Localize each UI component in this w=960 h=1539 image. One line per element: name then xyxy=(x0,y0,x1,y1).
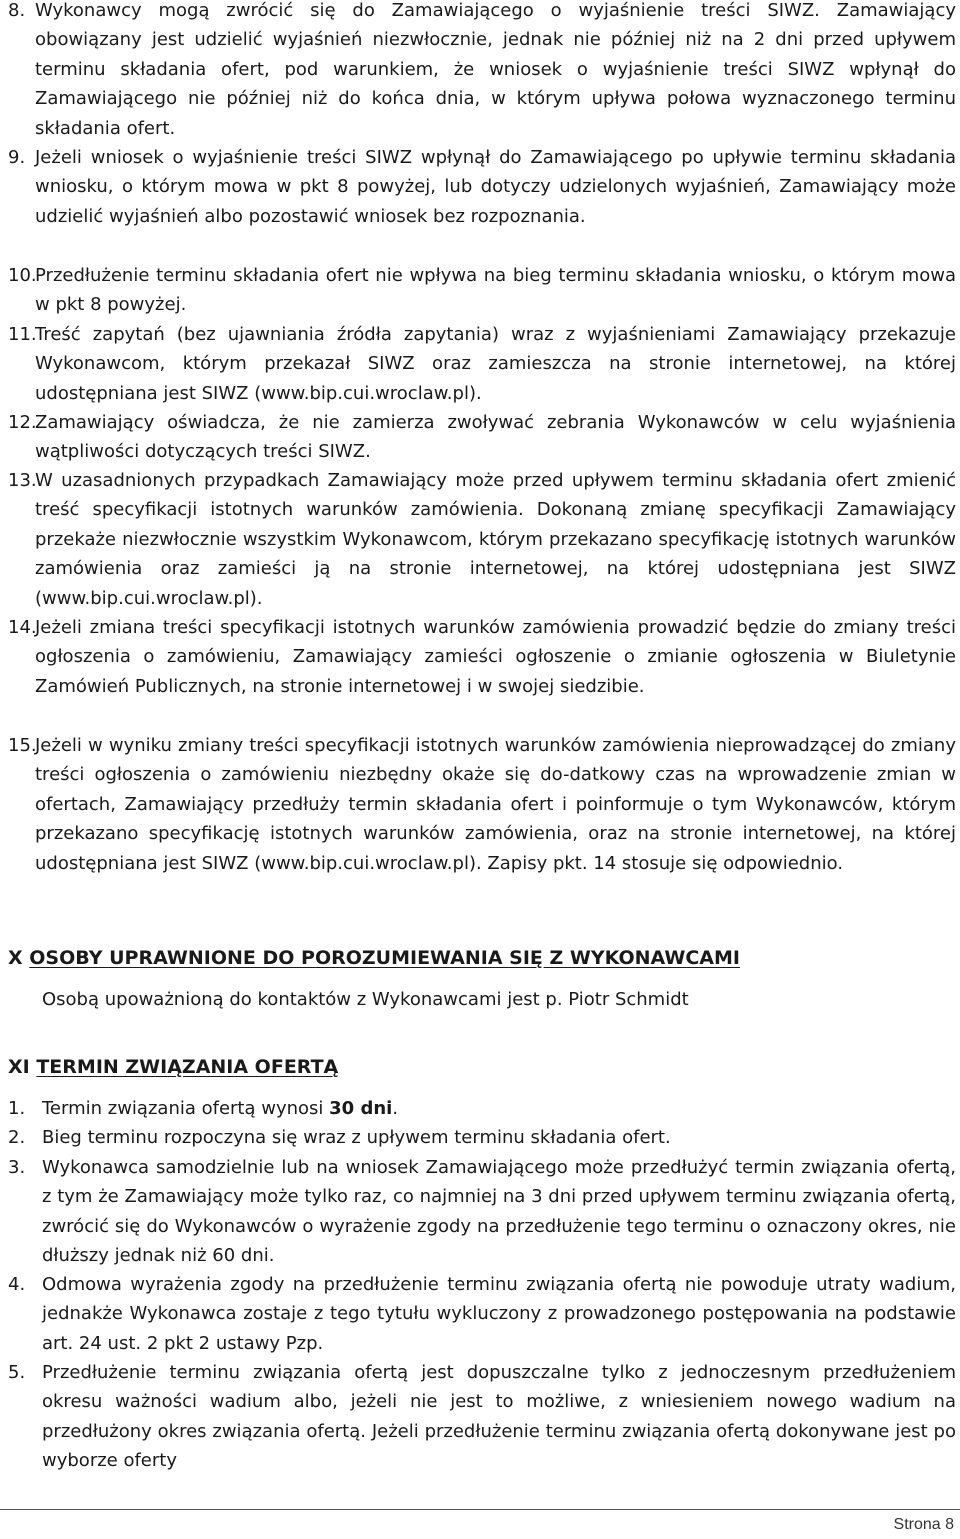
list-item xyxy=(8,613,956,701)
item-number: 1. xyxy=(8,1098,26,1119)
section-number: XI xyxy=(8,1056,30,1078)
item-text: Wykonawcy mogą zwrócić się do Zamawiającego o wyjaśnienie treści SIWZ. Zamawiający obowiązany jest udzielić wyjaśnień niezwłocznie, jednak nie później niż na 2 dni przed upływem terminu składania ofert, pod warunkiem, że wniosek o wyjaśnienie treści SIWZ wpłynął do Zamawiającego nie później niż do końca dnia, w którym upływa połowa wyznaczonego terminu składania ofert. xyxy=(35,0,956,139)
offer-validity-days: 30 dni xyxy=(329,1098,393,1119)
item-number: 11. xyxy=(8,324,37,345)
list-item xyxy=(8,1358,956,1476)
list-item xyxy=(8,731,956,878)
section-heading-xi xyxy=(8,1055,338,1079)
list-item xyxy=(8,408,956,467)
list-item xyxy=(8,143,956,231)
section-heading-x xyxy=(8,946,740,970)
list-item xyxy=(8,1270,956,1358)
item-number: 5. xyxy=(8,1362,26,1383)
item-text: Przedłużenie terminu związania ofertą jest dopuszczalne tylko z jednoczesnym przedłużeniem okresu ważności wadium albo, jeżeli nie jest to możliwe, z wniesieniem nowego wadium na przedłużony okres związania ofertą. Jeżeli przedłużenie terminu związania ofertą dokonywane jest po wyborze oferty xyxy=(42,1362,956,1472)
item-number: 13. xyxy=(8,470,37,491)
item-number: 9. xyxy=(8,147,26,168)
section-title: OSOBY UPRAWNIONE DO POROZUMIEWANIA SIĘ Z WYKONAWCAMI xyxy=(29,947,740,969)
item-number: 12. xyxy=(8,412,37,433)
item-text: Bieg terminu rozpoczyna się wraz z upływem terminu składania ofert. xyxy=(42,1127,671,1148)
item-text: W uzasadnionych przypadkach Zamawiający może przed upływem terminu składania ofert zmienić treść specyfikacji istotnych warunków zamówienia. Dokonaną zmianę specyfikacji Zamawiający przekaże niezwłocznie wszystkim Wykonawcom, którym przekazano specyfikację istotnych warunków zamówienia oraz zamieści ją na stronie internetowej, na której udostępniana jest SIWZ (www.bip.cui.wroclaw.pl). xyxy=(35,470,956,609)
list-item xyxy=(8,466,956,613)
item-number: 8. xyxy=(8,0,26,21)
item-text xyxy=(42,1094,956,1123)
footer-divider xyxy=(0,1509,960,1510)
item-text: Wykonawca samodzielnie lub na wniosek Zamawiającego może przedłużyć termin związania ofertą, z tym że Zamawiający może tylko raz, co najmniej na 3 dni przed upływem terminu związania ofertą, zwrócić się do Wykonawców o wyrażenie zgody na przedłużenie tego terminu o oznaczony okres, nie dłuższy jednak niż 60 dni. xyxy=(42,1157,956,1267)
item-number: 2. xyxy=(8,1127,26,1148)
list-item xyxy=(8,1123,956,1152)
item-text-part: Termin związania ofertą wynosi xyxy=(42,1098,330,1119)
list-item xyxy=(8,261,956,320)
list-item xyxy=(8,1094,956,1123)
item-number: 15. xyxy=(8,735,37,756)
list-item xyxy=(8,1153,956,1271)
item-text: Treść zapytań (bez ujawniania źródła zapytania) wraz z wyjaśnieniami Zamawiający przekazuje Wykonawcom, którym przekazał SIWZ oraz zamieszcza na stronie internetowej, na której udostępniana jest SIWZ (www.bip.cui.wroclaw.pl). xyxy=(35,324,956,404)
item-number: 14. xyxy=(8,617,37,638)
contact-person-text: Osobą upoważnioną do kontaktów z Wykonawcami jest p. Piotr Schmidt xyxy=(42,989,689,1010)
item-text-part: . xyxy=(392,1098,399,1119)
list-item xyxy=(8,320,956,408)
item-text: Jeżeli zmiana treści specyfikacji istotnych warunków zamówienia prowadzić będzie do zmiany treści ogłoszenia o zamówieniu, Zamawiający zamieści ogłoszenie o zmianie ogłoszenia w Biuletynie Zamówień Publicznych, na stronie internetowej i w swojej siedzibie. xyxy=(35,617,956,697)
item-number: 10. xyxy=(8,265,37,286)
item-number: 4. xyxy=(8,1274,26,1295)
list-item xyxy=(8,0,956,143)
item-text: Odmowa wyrażenia zgody na przedłużenie terminu związania ofertą nie powoduje utraty wadium, jednakże Wykonawca zostaje z tego tytułu wykluczony z prowadzonego postępowania na podstawie art. 24 ust. 2 pkt 2 ustawy Pzp. xyxy=(42,1274,956,1354)
section-title: TERMIN ZWIĄZANIA OFERTĄ xyxy=(36,1056,339,1078)
item-text: Jeżeli w wyniku zmiany treści specyfikacji istotnych warunków zamówienia nieprowadzącej do zmiany treści ogłoszenia o zamówieniu niezbędny okaże się do-datkowy czas na wprowadzenie zmian w ofertach, Zamawiający przedłuży termin składania ofert i poinformuje o tym Wykonawców, którym przekazano specyfikację istotnych warunków zamówienia, oraz na stronie internetowej, na której udostępniana jest SIWZ (www.bip.cui.wroclaw.pl). Zapisy pkt. 14 stosuje się odpowiednio. xyxy=(35,735,956,874)
item-number: 3. xyxy=(8,1157,26,1178)
item-text: Jeżeli wniosek o wyjaśnienie treści SIWZ wpłynął do Zamawiającego po upływie terminu składania wniosku, o którym mowa w pkt 8 powyżej, lub dotyczy udzielonych wyjaśnień, Zamawiający może udzielić wyjaśnień albo pozostawić wniosek bez rozpoznania. xyxy=(35,147,956,227)
item-text: Przedłużenie terminu składania ofert nie wpływa na bieg terminu składania wniosku, o którym mowa w pkt 8 powyżej. xyxy=(35,265,956,316)
page-number: Strona 8 xyxy=(893,1516,954,1533)
section-number: X xyxy=(8,947,23,969)
item-text: Zamawiający oświadcza, że nie zamierza zwoływać zebrania Wykonawców w celu wyjaśnienia wątpliwości dotyczących treści SIWZ. xyxy=(35,412,956,463)
